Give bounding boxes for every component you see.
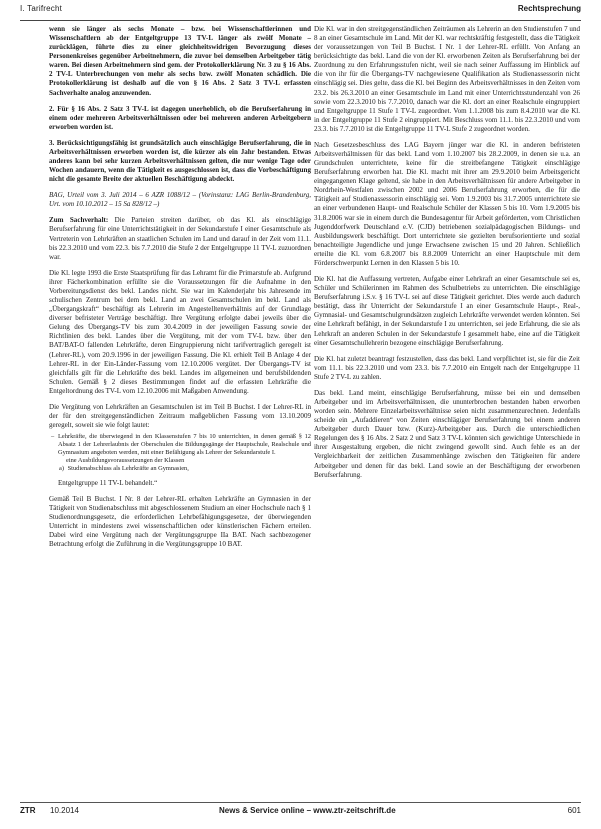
- page-footer: [20, 806, 581, 818]
- body-paragraph: Nach Gesetzesbeschluss des LAG Bayern jünger war die Kl. in anderen befristeten Arbeitsverhältnissen für das bekl. Land vom 1.10.2007 bis 28.2.2009, in denen sie u.a. an Grundschulen unterrichtete, keine für die streitbefangene Tätigkeit einschlägige Berufserfahrung erworben hat. Die Kl. macht mit ihrer am 29.9.2010 beim Arbeitsgericht eingegangenen Klage geltend, sie habe in den Arbeitsverhältnissen für andere Arbeitgeber in Nordrhein-Westfalen zwischen 2002 und 2006 Berufserfahrung erworben, die für die Tätigkeit auf Studienassessorin einschlägig sei. Vom 1.9.2003 bis 31.7.2005 unterrichtete sie an einer verbundenen Haupt- und Realschule Schüler der Klassen 5 bis 10. Vom 1.9.2005 bis 31.8.2006 war sie in einem durch die Bundesagentur für Arbeit geförderten, vom Christlichen Jugenddorfwerk Deutschland e.V. (CJD) betriebenen sozialpädagogischen Bildungs- und Ausbildungswerk beschäftigt. Dort unterrichtete sie gezielten berufsorientierte und sozial benachteiligte Jugendliche und junge Erwachsene zwischen 15 und 20 Jahren. Schließlich erteilte die Kl. vom 6.8.2007 bis 8.8.2009 Unterricht an einer Hauptschule mit dem Förderschwerpunkt Lernen in den Klassen 5 bis 10.: [314, 140, 580, 267]
- body-paragraph: Gemäß Teil B Buchst. I Nr. 8 der Lehrer-RL erhalten Lehrkräfte an Gymnasien in der Tätigkeit von Studienabschluss mit abgeschlossenem Studium an einer Hochschule nach § 1 Studienordnungsgesetz, die erforderlichen Lehrbefähigungsgesetze, der überwiegenden Unterricht in mindestens zwei wissenschaftlichen oder künstlerischen Fächern erteilen. Dabei wird eine Vergütung nach der Vergütungsgruppe IIa BAT. Nach sachbezogener Betrachtung erfolgt die Zuführung in die Vergütungsgruppe 10 BAT.: [49, 494, 311, 549]
- right-column: [314, 25, 580, 480]
- running-header: [20, 4, 581, 18]
- quoted-regulation: [49, 433, 311, 473]
- rubric-label: Rechtsprechung: [517, 4, 581, 13]
- body-paragraph: Die Kl. hat die Auffassung vertreten, Aufgabe einer Lehrkraft an einer Gesamtschule sei es, Schüler und Schülerinnen im Rahmen des Schulbetriebs zu unterrichten. Die einschlägige Berufserfahrung i.S.v. § 16 TV-L sei auf diese Tätigkeit gerichtet. Dies werde auch dadurch bestätigt, dass ihr Unterricht der Sekundarstufe I an einer Gesamtschule Haupt-, Real-, Gymnasial- und Gesamtschulgrundsätzen zugleich Lehrkräfte verwendet werden könnten. Sei eine Lehrkraft befähigt, in der Sekundarstufe I zu unterrichten, sei jede Erfahrung, die sie als Lehrkraft an anderen Schulen in der Sekundarstufe I gesammelt habe, eine auf die Tätigkeit einer Gesamtschullehrerin bezogene einschlägige Berufserfahrung.: [314, 275, 580, 347]
- case-citation: BAG, Urteil vom 3. Juli 2014 – 6 AZR 1088/12 – (Vorinstanz: LAG Berlin-Brandenburg, Urt. vom 10.10.2012 – 15 Sa 828/12 –): [49, 191, 311, 209]
- header-rule: [20, 20, 581, 21]
- service-link[interactable]: News & Service online – www.ztr-zeitschrift.de: [219, 806, 396, 815]
- facts-paragraph: [49, 216, 311, 261]
- body-paragraph: Die Kl. war in den streitgegenständlichen Zeiträumen als Lehrerin an den Studienstufen 7 und 8 an einer Gesamtschule im Land. Mit der Kl. war rechtskräftig festgestellt, dass die Tätigkeit der voraussetzungen von Teil B Buchst. I Nr. 1 der Lehrer-RL erfüllt. Von Anfang an berücksichtigte das bekl. Land die von der Kl. erworbenen Zeiten als Berufserfahrung bei der Zuordnung zu den Erfahrungsstufen nicht, weil sie nach seiner Auffassung im Hinblick auf die von ihr für die Übergangs-TV nachgewiesene Qualifikation als Studienassessorin nicht einschlägig sei. Dies gelte, dass die Kl. bei Beginn des Arbeitsverhältnisses in den Zeiten vom 23.2. bis 26.3.2010 an einer Gesamtschule im Land mit einer Unterrichtsstundenzahl von 26 sowie vom 22.3.2010 bis 7.7.2010, danach war die Kl. dort an einer Realschule eingruppiert und Entgeltgruppe 11 Stufe 1 TV-L zugeordnet. Vom 1.1.2008 bis zum 8.4.2010 war die Kl. in der Entgeltgruppe 11 Stufe 2 eingruppiert. Mit Beschluss vom 11.1. bis 22.3.2010 und vom 23.3. bis 7.7.2010 ist die Entgeltgruppe 11 TV-L Stufe 2 zugeordnet worden.: [314, 25, 580, 133]
- facts-label: Zum Sachverhalt:: [49, 216, 109, 225]
- quote-item: – Lehrkräfte, die überwiegend in den Klassenstufen 7 bis 10 unterrichten, in denen gemäß § 12 Absatz 1 der Lehrerlaubnis der Oberschulen die Bildungsgänge der Hauptschule, Realschule und Gymnasium angeboten werden, mit einer Befähigung als Lehrer der Sekundarstufe I.: [51, 433, 311, 456]
- footer-rule: [20, 802, 581, 803]
- issue-number: 10.2014: [50, 806, 79, 815]
- body-paragraph: Die Kl. legte 1993 die Erste Staatsprüfung für das Lehramt für die Primarstufe ab. Aufgrund ihrer Fächerkombination erfüllte sie die Voraussetzungen für die Aufnahme in den Vorbereitungsdienst des bekl. Landes nicht. Sie war im Kalenderjahr bis Jahresende im schulischen Zentrum bei dem bekl. Land an zwei Gesamtschulen im bekl. Land als „Übergangskraft“ beschäftigt als Lehrerin im Angestelltenverhältnis auf der Grundlage diverser befristeter Verträge beschäftigt. Ihre Vergütung erfolgte dabei jeweils über die Gelung des Übergangs-TV bis zum 30.4.2009 in der jeweiligen Fassung sowie der Richtlinien des bekl. Landes über die Vergütung, mit der vom TV-L bzw. über den BAT/BAT-O fallenden Lehrkräfte, deren Eingruppierung nicht tarifvertraglich geregelt ist (Lehrer-RL), vom 20.9.1996 in der jeweiligen Fassung. Die Kl. erhielt Teil B Anlage 4 der Lehrer-RL in der Ein-Länder-Fassung vom 12.10.2006 vergütet. Der Übergangs-TV ist gleichfalls gilt für die Lehrkräfte des bekl. Landes im allgemeinen und berufsbildenden Schulen. Gemäß § 2 dieses Bestimmungen findet auf die erfassten Lehrkräfte die Entgeltordnung des TV-L vom 12.10.2006 mit Maßgaben Anwendung.: [49, 268, 311, 395]
- left-column: [49, 25, 311, 549]
- headnote-3: 3. Berücksichtigungsfähig ist grundsätzlich auch einschlägige Berufserfahrung, die in Arbeitsverhältnissen erworben worden ist, die kürzer als ein Jahr bestanden. Etwas anderes kann bei sehr kurzen Arbeitsverhältnissen gelten, die nur wenige Tage oder Wochen andauern, wenn die Tätigkeit es ausgeschlossen ist, dass die Vorbeschäftigung nicht die gesamte Breite der aktuellen Beschäftigung abdeckt.: [49, 138, 311, 184]
- quote-item: eine Ausbildungsvoraussetzungen der Klassen: [66, 456, 185, 464]
- facts-text: Die Parteien streiten darüber, ob das Kl. als einschlägige Berufserfahrung für eine Unterrichtstätigkeit in der Sekundarstufe I einer Gesamtschule als Vertreterin von Lehrkräften an staatlichen Schulen im Land und darauf in der Zeit vom 11.1. bis 22.3.2010 und vom 22.3. bis 7.7.2010 die Stufe 2 der Entgeltgruppe 11 TV-L zuzuordnen war.: [49, 216, 312, 261]
- body-paragraph: Die Kl. hat zuletzt beantragt festzustellen, dass das bekl. Land verpflichtet ist, sie für die Zeit vom 11.1. bis 22.3.2010 und vom 23.3. bis 7.7.2010 ein Entgelt nach der Entgeltgruppe 11 Stufe 2 TV-L zu zahlen.: [314, 354, 580, 381]
- quote-item: a) Studienabschluss als Lehrkräfte an Gymnasien,: [59, 464, 189, 472]
- page-number: 601: [567, 806, 581, 815]
- body-paragraph: Die Vergütung von Lehrkräften an Gesamtschulen ist im Teil B Buchst. I der Lehrer-RL in der für den streitgegenständlichen Zeitraum maßgeblichen Fassung vom 13.10.2009 geregelt, soweit sie wie folgt lautet:: [49, 402, 311, 430]
- section-label: I. Tarifrecht: [20, 4, 63, 13]
- journal-name: ZTR: [20, 806, 36, 815]
- quote-end: Entgeltgruppe 11 TV-L behandelt.“: [58, 478, 158, 487]
- body-paragraph: Das bekl. Land meint, einschlägige Berufserfahrung, müsse bei ein und demselben Arbeitgeber und im Arbeitsverhältnissen, die ununterbrochen bestanden haben erworben worden sein. Mehrere Einzelarbeitsverhältnisse seien nicht zusammenzurechnen. Jedenfalls scheide ein „Aufaddieren“ von Zeiten einschlägiger Berufserfahrung bei einem anderen Arbeitgeber durch Dauer bzw. (Kurz)-Arbeitgeber aus. Durch die unterschiedlichen Regelungen des § 16 Abs. 2 Satz 2 und Satz 3 TV-L könnten sich gewichtige Unterschiede in ihrer Ausgestaltung ergeben, die nicht zwingend gewollt sind. Auch fehle es an der Vergleichbarkeit der zeitlichen Zusammenhänge zwischen den Tätigkeiten für andere Arbeitgeber und denen für das bekl. Land sowie an der Beschäftigung der erworbenen Berufserfahrung.: [314, 388, 580, 479]
- headnote-1: wenn sie länger als sechs Monate – bzw. bei Wissenschaftlerinnen und Wissenschaftlern ab der Entgeltgruppe 13 TV-L länger als zwölf Monate – zurücklägen, führte dies zu einer gleichheitswidrigen Bevorzugung dieses Personenkreises gegenüber Arbeitnehmern, die zuvor bei demselben Arbeitgeber tätig waren. Bei diesen Arbeitnehmern sind gem. der Protokollerklärung Nr. 3 zu § 16 Abs. 2 TV-L Unterbrechungen von mehr als sechs bzw. zwölf Monaten schädlich. Die Protokollerklärung ist deshalb auf die von § 16 Abs. 2 Satz 3 TV-L erfassten Sachverhalte analog anzuwenden.: [49, 25, 311, 97]
- headnote-2: 2. Für § 16 Abs. 2 Satz 3 TV-L ist dagegen unerheblich, ob die Berufserfahrung in einem oder mehreren Arbeitsverhältnissen oder bei mehreren anderen Arbeitgebern erworben worden ist.: [49, 104, 311, 131]
